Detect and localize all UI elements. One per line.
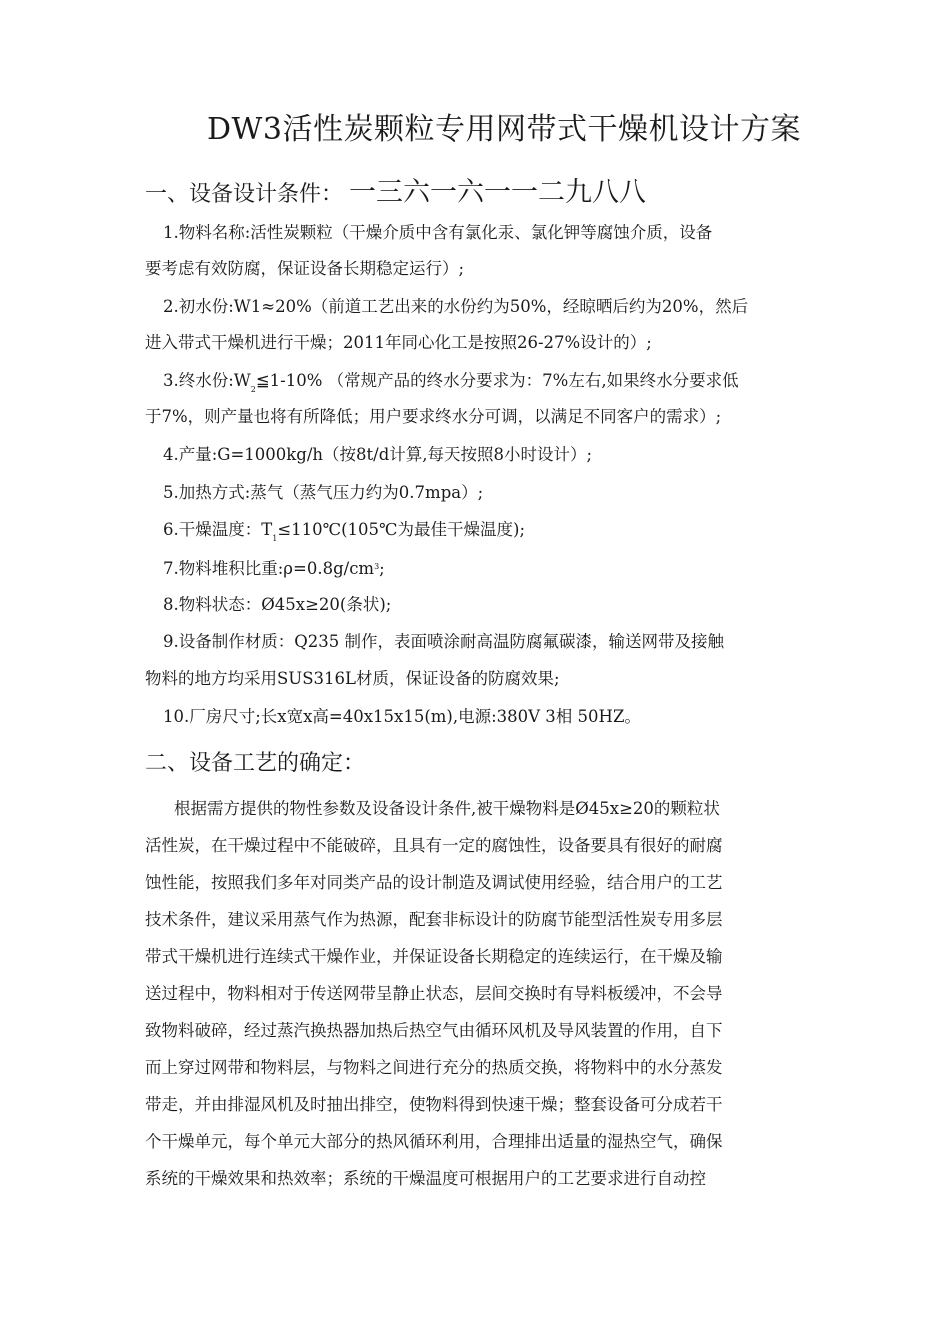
item-6-rest: ≤110℃(105℃为最佳干燥温度); xyxy=(277,520,526,539)
item-7-prefix: 7.物料堆积比重:ρ=0.8g/cm xyxy=(163,559,375,578)
item-6 xyxy=(145,516,525,553)
paragraph-line: 技术条件，建议采用蒸气作为热源，配套非标设计的防腐节能型活性炭专用多层 xyxy=(145,910,723,929)
item-3-subscript: 2 xyxy=(250,385,256,394)
item-3-prefix: 3.终水份:W xyxy=(163,371,251,390)
item-3-rest: ≦1-10% （常规产品的终水分要求为：7%左右,如果终水分要求低 xyxy=(255,371,739,390)
item-6-subscript: 1 xyxy=(272,534,278,543)
item-7-rest: ; xyxy=(379,559,385,578)
item-8: 8.物料状态：Ø45x≥20(条状); xyxy=(163,595,392,614)
item-10: 10.厂房尺寸;长x宽x高=40x15x15(m),电源:380V 3相 50HZ。 xyxy=(163,707,641,726)
paragraph-line: 根据需方提供的物性参数及设备设计条件,被干燥物料是Ø45x≥20的颗粒状 xyxy=(174,799,720,818)
item-1-line-1: 1.物料名称:活性炭颗粒（干燥介质中含有氯化汞、氯化钾等腐蚀介质，设备 xyxy=(163,223,713,242)
item-2-line-1: 2.初水份:W1≈20%（前道工艺出来的水份约为50%，经晾晒后约为20%，然后 xyxy=(163,297,749,316)
section-heading-design-conditions xyxy=(145,170,646,209)
paragraph-line: 带走，并由排湿风机及时抽出排空，使物料得到快速干燥；整套设备可分成若干 xyxy=(145,1095,723,1114)
paragraph-line: 带式干燥机进行连续式干燥作业，并保证设备长期稳定的连续运行，在干燥及输 xyxy=(145,947,723,966)
item-9-line-1: 9.设备制作材质：Q235 制作，表面喷涂耐高温防腐氟碳漆，输送网带及接触 xyxy=(163,632,725,651)
paragraph-line: 活性炭，在干燥过程中不能破碎，且具有一定的腐蚀性，设备要具有很好的耐腐 xyxy=(145,836,723,855)
document-title: DW3活性炭颗粒专用网带式干燥机设计方案 xyxy=(207,112,801,147)
paragraph-line: 系统的干燥效果和热效率；系统的干燥温度可根据用户的工艺要求进行自动控 xyxy=(145,1169,706,1188)
section-heading-process: 二、设备工艺的确定： xyxy=(145,751,366,776)
item-7-superscript: 3 xyxy=(374,562,380,571)
paragraph-line: 送过程中，物料相对于传送网带呈静止状态，层间交换时有导料板缓冲，不会导 xyxy=(145,984,723,1003)
section-heading-code: 一三六一六一一二九八八 xyxy=(349,177,647,208)
item-9-line-2: 物料的地方均采用SUS316L材质，保证设备的防腐效果; xyxy=(145,669,560,688)
item-7 xyxy=(145,553,385,583)
item-1-line-2: 要考虑有效防腐，保证设备长期稳定运行）; xyxy=(145,259,465,278)
item-5: 5.加热方式:蒸气（蒸气压力约为0.7mpa）; xyxy=(163,483,484,502)
paragraph-line: 致物料破碎，经过蒸汽换热器加热后热空气由循环风机及导风装置的作用，自下 xyxy=(145,1021,723,1040)
item-3-line-1 xyxy=(145,367,739,404)
paragraph-line: 而上穿过网带和物料层，与物料之间进行充分的热质交换，将物料中的水分蒸发 xyxy=(145,1058,723,1077)
paragraph-line: 个干燥单元，每个单元大部分的热风循环利用，合理排出适量的湿热空气，确保 xyxy=(145,1132,723,1151)
paragraph-line: 蚀性能，按照我们多年对同类产品的设计制造及调试使用经验，结合用户的工艺 xyxy=(145,873,723,892)
section-heading-label: 一、设备设计条件： xyxy=(145,182,344,207)
item-4: 4.产量:G=1000kg/h（按8t/d计算,每天按照8小时设计）; xyxy=(163,445,593,464)
item-6-prefix: 6.干燥温度：T xyxy=(163,520,273,539)
item-2-line-2: 进入带式干燥机进行干燥；2011年同心化工是按照26-27%设计的）; xyxy=(145,333,652,352)
item-3-line-2: 于7%，则产量也将有所降低；用户要求终水分可调，以满足不同客户的需求）; xyxy=(145,407,722,426)
